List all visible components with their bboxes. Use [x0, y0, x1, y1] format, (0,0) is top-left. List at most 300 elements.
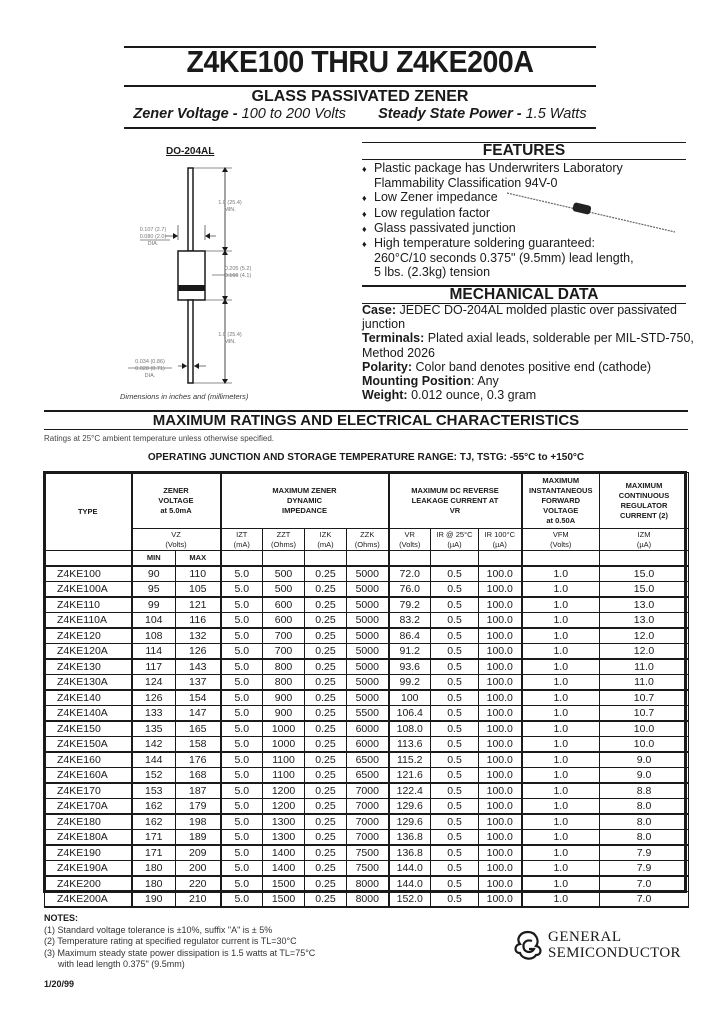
subheader-text: (Ohms) — [354, 539, 380, 549]
cell-ir25: 0.5 — [431, 861, 479, 877]
empty-cell — [45, 551, 132, 567]
cell-izm: 7.9 — [600, 861, 689, 877]
cell-ir25: 0.5 — [431, 845, 479, 861]
cell-vr: 99.2 — [389, 675, 431, 691]
cell-izt: 5.0 — [221, 613, 263, 629]
cell-vr: 115.2 — [389, 752, 431, 768]
empty-cell — [522, 551, 600, 567]
subheader-text: IZM — [637, 529, 651, 539]
table-row — [45, 876, 689, 892]
cell-ir25: 0.5 — [431, 566, 479, 582]
cell-izk: 0.25 — [305, 783, 347, 799]
cell-zzt: 1500 — [263, 876, 305, 892]
cell-zzt: 600 — [263, 597, 305, 613]
cell-izt: 5.0 — [221, 830, 263, 846]
table-row — [45, 814, 689, 830]
dim-body-dia-1: 0.107 (2.7) — [139, 227, 167, 233]
cell-ir25: 0.5 — [431, 582, 479, 598]
cell-zzt: 1100 — [263, 752, 305, 768]
cell-type: Z4KE140A — [45, 706, 132, 722]
mech-item-case — [362, 303, 702, 331]
empty-cell — [263, 551, 305, 567]
cell-vz-max: 158 — [176, 737, 221, 753]
table-row — [45, 845, 689, 861]
dim-body-dia-2: 0.080 (2.0) — [139, 234, 167, 240]
cell-izk: 0.25 — [305, 659, 347, 675]
cell-vr: 113.6 — [389, 737, 431, 753]
cell-type: Z4KE190 — [45, 845, 132, 861]
cell-izk: 0.25 — [305, 628, 347, 644]
cell-zzt: 500 — [263, 582, 305, 598]
cell-zzt: 1000 — [263, 721, 305, 737]
dim-lead-dia-1: 0.034 (0.86) — [135, 359, 165, 365]
cell-type: Z4KE170A — [45, 799, 132, 815]
mech-item-polarity — [362, 360, 702, 374]
dim-lead-bottom: 1.0 (25.4) — [218, 332, 242, 338]
table-row — [45, 721, 689, 737]
cell-ir100: 100.0 — [479, 814, 522, 830]
cell-zzt: 500 — [263, 566, 305, 582]
cell-vfm: 1.0 — [522, 768, 600, 784]
cell-izk: 0.25 — [305, 814, 347, 830]
cell-izm: 7.0 — [600, 892, 689, 908]
subheader-text: VZ — [171, 529, 181, 539]
cell-type: Z4KE140 — [45, 690, 132, 706]
cell-vfm: 1.0 — [522, 706, 600, 722]
cell-vz-min: 95 — [132, 582, 176, 598]
cell-zzt: 600 — [263, 613, 305, 629]
cell-vr: 106.4 — [389, 706, 431, 722]
cell-vz-max: 165 — [176, 721, 221, 737]
cell-izk: 0.25 — [305, 644, 347, 660]
cell-izt: 5.0 — [221, 675, 263, 691]
cell-vfm: 1.0 — [522, 845, 600, 861]
diamond-bullet-icon: ♦ — [362, 164, 367, 174]
cell-zzk: 5000 — [347, 644, 389, 660]
document-date: 1/20/99 — [44, 978, 75, 989]
cell-vr: 108.0 — [389, 721, 431, 737]
note-3: (3) Maximum steady state power dissipation is 1.5 watts at TL=75°C — [44, 947, 316, 958]
header-text: LEAKAGE CURRENT AT — [411, 495, 499, 505]
features-bottom-rule — [362, 159, 686, 160]
cell-type: Z4KE200A — [45, 892, 132, 908]
cell-vz-min: 108 — [132, 628, 176, 644]
cell-zzt: 700 — [263, 644, 305, 660]
cell-zzt: 900 — [263, 690, 305, 706]
cell-vr: 136.8 — [389, 845, 431, 861]
header-text: IMPEDANCE — [281, 505, 327, 515]
header-text: INSTANTANEOUS — [529, 485, 593, 495]
cell-vr: 91.2 — [389, 644, 431, 660]
diamond-bullet-icon: ♦ — [362, 223, 367, 234]
header-bottom-rule — [124, 127, 596, 129]
cell-vr: 122.4 — [389, 783, 431, 799]
cell-vr: 129.6 — [389, 799, 431, 815]
table-row — [45, 644, 689, 660]
mech-label: Mounting Position — [362, 374, 472, 389]
header-leakage — [389, 473, 522, 529]
cell-izm: 8.0 — [600, 830, 689, 846]
mech-text: Color band denotes positive end (cathode) — [412, 359, 652, 374]
cell-izk: 0.25 — [305, 845, 347, 861]
cell-izt: 5.0 — [221, 861, 263, 877]
table-row — [45, 675, 689, 691]
cell-ir25: 0.5 — [431, 814, 479, 830]
cell-ir100: 100.0 — [479, 861, 522, 877]
cell-izt: 5.0 — [221, 597, 263, 613]
subheader-vfm — [522, 529, 600, 551]
cell-zzt: 1300 — [263, 830, 305, 846]
cell-izm: 15.0 — [600, 582, 689, 598]
empty-cell — [431, 551, 479, 567]
cell-zzk: 7500 — [347, 845, 389, 861]
cell-izk: 0.25 — [305, 799, 347, 815]
cell-ir25: 0.5 — [431, 613, 479, 629]
table-row — [45, 628, 689, 644]
cell-ir25: 0.5 — [431, 628, 479, 644]
spec-line — [0, 106, 720, 122]
cell-vfm: 1.0 — [522, 582, 600, 598]
cell-zzk: 5000 — [347, 613, 389, 629]
package-label: DO-204AL — [166, 146, 215, 157]
cell-ir25: 0.5 — [431, 690, 479, 706]
cell-izm: 11.0 — [600, 659, 689, 675]
cell-zzk: 5000 — [347, 659, 389, 675]
subheader-ir100 — [479, 529, 522, 551]
cell-zzk: 7000 — [347, 799, 389, 815]
cell-izk: 0.25 — [305, 861, 347, 877]
feature-text: Low Zener impedance — [374, 190, 498, 205]
cell-vz-min: 90 — [132, 566, 176, 582]
cell-vr: 93.6 — [389, 659, 431, 675]
cell-vz-min: 117 — [132, 659, 176, 675]
package-diagram — [120, 140, 360, 410]
cell-ir100: 100.0 — [479, 799, 522, 815]
empty-cell — [389, 551, 431, 567]
cell-izt: 5.0 — [221, 752, 263, 768]
subheader-ir25 — [431, 529, 479, 551]
cell-vz-max: 147 — [176, 706, 221, 722]
cell-vz-min: 171 — [132, 830, 176, 846]
header-text: MAXIMUM DC REVERSE — [411, 485, 499, 495]
subheader-text: IR 100°C — [484, 529, 515, 539]
cell-zzk: 8000 — [347, 892, 389, 908]
cell-izm: 12.0 — [600, 628, 689, 644]
mech-item-weight — [362, 388, 702, 402]
cell-vz-min: 180 — [132, 861, 176, 877]
cell-ir25: 0.5 — [431, 892, 479, 908]
mech-item-mounting — [362, 374, 702, 388]
cell-vr: 144.0 — [389, 861, 431, 877]
cell-izt: 5.0 — [221, 876, 263, 892]
cell-zzt: 1200 — [263, 799, 305, 815]
temperature-range: OPERATING JUNCTION AND STORAGE TEMPERATURE RANGE: TJ, TSTG: -55°C to +150°C — [147, 452, 585, 463]
cell-izt: 5.0 — [221, 737, 263, 753]
cell-izm: 10.0 — [600, 737, 689, 753]
cell-izk: 0.25 — [305, 675, 347, 691]
subheader-text: (µA) — [492, 539, 507, 549]
cell-vfm: 1.0 — [522, 876, 600, 892]
cell-ir100: 100.0 — [479, 845, 522, 861]
subheader-text: ZZK — [360, 529, 375, 539]
cell-vfm: 1.0 — [522, 659, 600, 675]
table-row — [45, 659, 689, 675]
mechanical-heading: MECHANICAL DATA — [449, 286, 599, 303]
cell-type: Z4KE130A — [45, 675, 132, 691]
cell-izm: 7.9 — [600, 845, 689, 861]
subheader-row — [45, 529, 689, 551]
cell-vz-max: 168 — [176, 768, 221, 784]
cell-ir25: 0.5 — [431, 737, 479, 753]
cell-type: Z4KE160A — [45, 768, 132, 784]
cell-vr: 86.4 — [389, 628, 431, 644]
cell-zzk: 5000 — [347, 690, 389, 706]
cell-vz-min: 162 — [132, 814, 176, 830]
cell-zzk: 6500 — [347, 768, 389, 784]
feature-text: Glass passivated junction — [374, 220, 516, 235]
cell-izm: 10.7 — [600, 706, 689, 722]
cell-zzk: 6000 — [347, 737, 389, 753]
feature-text: Low regulation factor — [374, 205, 491, 220]
cell-type: Z4KE170 — [45, 783, 132, 799]
cell-izt: 5.0 — [221, 644, 263, 660]
cell-vr: 83.2 — [389, 613, 431, 629]
subheader-min: MIN — [132, 551, 176, 567]
header-text: MAXIMUM — [625, 480, 663, 490]
cell-izt: 5.0 — [221, 690, 263, 706]
subheader-text: (mA) — [317, 539, 334, 549]
cell-ir25: 0.5 — [431, 721, 479, 737]
diamond-bullet-icon: ♦ — [362, 193, 367, 204]
cell-izk: 0.25 — [305, 597, 347, 613]
cell-izm: 7.0 — [600, 876, 689, 892]
cell-zzk: 6000 — [347, 721, 389, 737]
cell-zzk: 7000 — [347, 814, 389, 830]
empty-cell — [479, 551, 522, 567]
cell-izt: 5.0 — [221, 659, 263, 675]
cell-zzt: 800 — [263, 659, 305, 675]
cell-izt: 5.0 — [221, 582, 263, 598]
mechanical-list — [362, 303, 702, 402]
cell-izm: 10.7 — [600, 690, 689, 706]
subheader-text: ZZT — [276, 529, 291, 539]
mech-text: : Any — [471, 374, 499, 389]
cell-type: Z4KE100A — [45, 582, 132, 598]
diagram-caption: Dimensions in inches and (millimeters) — [120, 392, 249, 401]
subheader-text: (Ohms) — [271, 539, 296, 549]
cell-vz-min: 133 — [132, 706, 176, 722]
subheader-text: (mA) — [233, 539, 250, 549]
header-text: MAXIMUM ZENER — [272, 485, 337, 495]
cell-ir100: 100.0 — [479, 628, 522, 644]
ratings-heading: MAXIMUM RATINGS AND ELECTRICAL CHARACTERISTICS — [152, 412, 580, 429]
table-row — [45, 830, 689, 846]
empty-cell — [305, 551, 347, 567]
subheader-text: VR — [404, 529, 415, 539]
diode-photo-icon — [505, 190, 680, 235]
table-row — [45, 783, 689, 799]
subheader-zzk — [347, 529, 389, 551]
cell-vz-min: 153 — [132, 783, 176, 799]
cell-vz-min: 142 — [132, 737, 176, 753]
dim-note: MIN. — [224, 207, 236, 213]
cell-izt: 5.0 — [221, 768, 263, 784]
table-row — [45, 737, 689, 753]
dim-note: DIA. — [147, 241, 159, 247]
feature-item-cont: Flammability Classification 94V-0 — [374, 176, 558, 191]
cell-vfm: 1.0 — [522, 628, 600, 644]
cell-type: Z4KE200 — [45, 876, 132, 892]
cell-zzk: 5000 — [347, 566, 389, 582]
dim-body-len-1: 0.205 (5.2) — [224, 266, 252, 272]
cell-zzk: 7500 — [347, 861, 389, 877]
gs-logo-icon — [512, 929, 544, 963]
header-forward-voltage — [522, 473, 600, 529]
cell-vfm: 1.0 — [522, 830, 600, 846]
empty-cell — [221, 551, 263, 567]
cell-ir25: 0.5 — [431, 675, 479, 691]
cell-ir100: 100.0 — [479, 783, 522, 799]
header-type: TYPE — [45, 473, 132, 551]
page-title: Z4KE100 THRU Z4KE200A — [186, 44, 534, 79]
cell-vz-min: 126 — [132, 690, 176, 706]
cell-izt: 5.0 — [221, 892, 263, 908]
cell-ir25: 0.5 — [431, 830, 479, 846]
cell-zzk: 5000 — [347, 597, 389, 613]
cell-vz-max: 116 — [176, 613, 221, 629]
cell-vz-max: 154 — [176, 690, 221, 706]
cell-ir100: 100.0 — [479, 644, 522, 660]
subheader-text: IZT — [236, 529, 248, 539]
header-text: VOLTAGE — [158, 495, 194, 505]
cell-zzt: 900 — [263, 706, 305, 722]
cell-vz-min: 114 — [132, 644, 176, 660]
cell-vz-max: 126 — [176, 644, 221, 660]
dim-lead-top: 1.0 (25.4) — [218, 200, 242, 206]
subheader-izk — [305, 529, 347, 551]
cell-izt: 5.0 — [221, 628, 263, 644]
header-regulator-current — [600, 473, 689, 529]
cell-vz-min: 124 — [132, 675, 176, 691]
cell-ir25: 0.5 — [431, 706, 479, 722]
power-value: 1.5 Watts — [525, 106, 587, 122]
ratings-bottom-rule — [44, 429, 688, 430]
cell-izt: 5.0 — [221, 721, 263, 737]
company-logo — [512, 927, 702, 967]
cell-vr: 152.0 — [389, 892, 431, 908]
cell-izk: 0.25 — [305, 752, 347, 768]
header-impedance — [221, 473, 389, 529]
cell-vr: 121.6 — [389, 768, 431, 784]
table-row — [45, 706, 689, 722]
subheader-text: (Volts) — [550, 539, 572, 549]
cell-izt: 5.0 — [221, 814, 263, 830]
minmax-row — [45, 551, 689, 567]
cell-vz-max: 137 — [176, 675, 221, 691]
header-text: REGULATOR — [620, 500, 668, 510]
cell-vfm: 1.0 — [522, 783, 600, 799]
mech-text: JEDEC DO-204AL molded plastic over passivated junction — [362, 303, 677, 332]
cell-vz-max: 210 — [176, 892, 221, 908]
feature-item — [362, 236, 634, 251]
zener-voltage-value: 100 to 200 Volts — [241, 106, 346, 122]
subtitle: GLASS PASSIVATED ZENER — [251, 88, 469, 105]
subheader-text: (Volts) — [399, 539, 421, 549]
cell-izm: 8.0 — [600, 799, 689, 815]
dim-note: MIN. — [224, 339, 236, 345]
cell-ir100: 100.0 — [479, 752, 522, 768]
header-text: FORWARD — [541, 495, 581, 505]
feature-item — [362, 161, 634, 176]
cell-vz-max: 209 — [176, 845, 221, 861]
title-rule — [124, 85, 596, 87]
cell-vz-max: 176 — [176, 752, 221, 768]
cell-vfm: 1.0 — [522, 892, 600, 908]
cell-izm: 10.0 — [600, 721, 689, 737]
table-row — [45, 613, 689, 629]
note-2: (2) Temperature rating at specified regulator current is TL=30°C — [44, 936, 297, 946]
cell-vz-max: 187 — [176, 783, 221, 799]
cell-ir25: 0.5 — [431, 597, 479, 613]
header-text: DYNAMIC — [287, 495, 322, 505]
cell-ir100: 100.0 — [479, 613, 522, 629]
separator: - — [228, 106, 242, 122]
cell-ir25: 0.5 — [431, 876, 479, 892]
cell-izm: 8.8 — [600, 783, 689, 799]
cell-izm: 12.0 — [600, 644, 689, 660]
header-text: CONTINUOUS — [618, 490, 670, 500]
cell-vz-min: 135 — [132, 721, 176, 737]
cell-type: Z4KE100 — [45, 566, 132, 582]
cell-zzk: 5000 — [347, 628, 389, 644]
cell-izm: 15.0 — [600, 566, 689, 582]
cell-zzk: 7000 — [347, 783, 389, 799]
cell-ir25: 0.5 — [431, 659, 479, 675]
cell-vr: 76.0 — [389, 582, 431, 598]
cell-type: Z4KE190A — [45, 861, 132, 877]
subheader-text: (Volts) — [165, 539, 187, 549]
table-row — [45, 861, 689, 877]
cell-zzk: 5000 — [347, 675, 389, 691]
feature-item-cont: 260°C/10 seconds 0.375" (9.5mm) lead length, — [374, 251, 634, 266]
cell-izt: 5.0 — [221, 783, 263, 799]
notes-heading: NOTES: — [44, 913, 79, 923]
mech-label: Weight: — [362, 388, 408, 403]
cell-type: Z4KE160 — [45, 752, 132, 768]
cell-izk: 0.25 — [305, 721, 347, 737]
table-row — [45, 690, 689, 706]
cell-ir100: 100.0 — [479, 582, 522, 598]
cell-type: Z4KE120A — [45, 644, 132, 660]
cell-vfm: 1.0 — [522, 721, 600, 737]
cell-izt: 5.0 — [221, 706, 263, 722]
header-text: ZENER — [163, 485, 189, 495]
cell-type: Z4KE110 — [45, 597, 132, 613]
table-row — [45, 768, 689, 784]
note-1: (1) Standard voltage tolerance is ±10%, suffix "A" is ± 5% — [44, 924, 273, 935]
cell-zzt: 1000 — [263, 737, 305, 753]
cell-vz-max: 121 — [176, 597, 221, 613]
subheader-text: IR @ 25°C — [436, 529, 473, 539]
subheader-text: (µA) — [636, 539, 652, 549]
cell-vz-max: 220 — [176, 876, 221, 892]
cell-type: Z4KE120 — [45, 628, 132, 644]
cell-vfm: 1.0 — [522, 644, 600, 660]
feature-item-cont: 5 lbs. (2.3kg) tension — [374, 265, 491, 280]
cell-ir100: 100.0 — [479, 659, 522, 675]
mech-text: 0.012 ounce, 0.3 gram — [407, 388, 537, 403]
cell-vz-min: 162 — [132, 799, 176, 815]
